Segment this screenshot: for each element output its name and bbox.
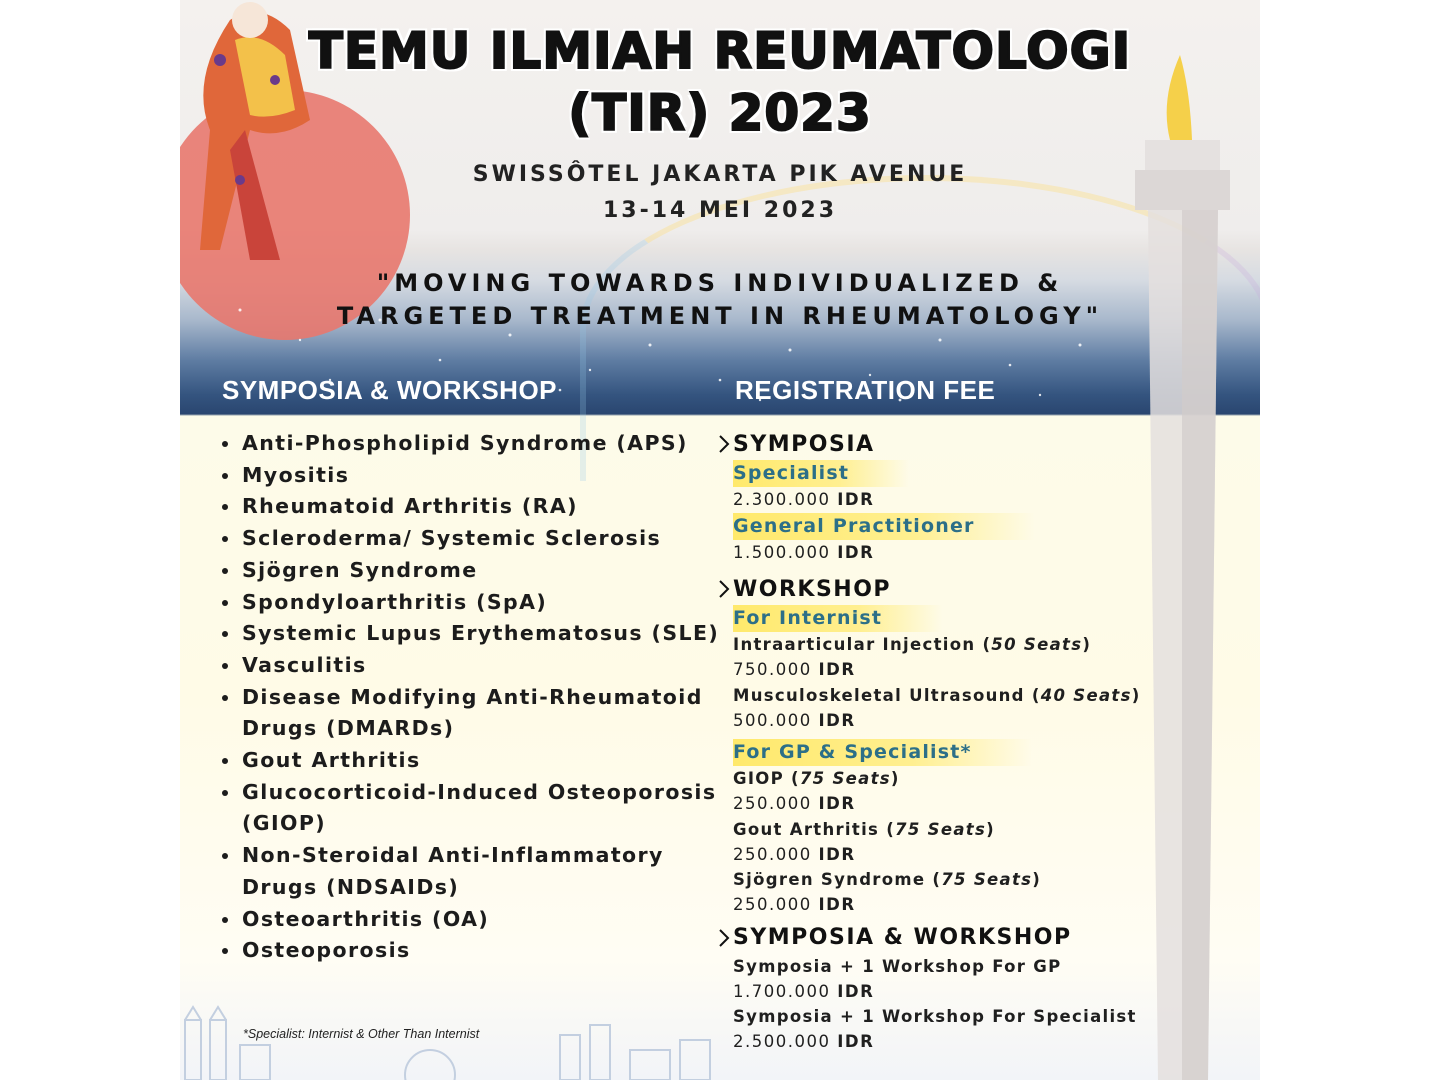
topic-item: Scleroderma/ Systemic Sclerosis <box>220 523 740 555</box>
currency-label: IDR <box>818 895 856 914</box>
event-title-line1: TEMU ILMIAH REUMATOLOGI <box>308 22 1132 80</box>
workshop-item: Sjögren Syndrome (75 Seats) <box>733 870 1042 889</box>
event-venue: SWISSÔTEL JAKARTA PIK AVENUE <box>472 162 968 187</box>
topic-item: Sjögren Syndrome <box>220 555 740 587</box>
event-date: 13-14 MEI 2023 <box>602 198 838 223</box>
fee-price: 1.500.000 IDR <box>733 542 875 562</box>
fee-sub-internist: For Internist <box>733 605 942 632</box>
tagline-line2: TARGETED TREATMENT IN RHEUMATOLOGY" <box>336 302 1104 330</box>
fee-price: 750.000 IDR <box>733 660 856 679</box>
fee-workshop <box>716 573 1236 918</box>
workshop-item: GIOP (75 Seats) <box>733 769 900 788</box>
fee-price: 250.000 IDR <box>733 794 856 813</box>
topic-item: Vasculitis <box>220 650 740 682</box>
workshop-item: Gout Arthritis (75 Seats) <box>733 819 995 839</box>
fee-sub-specialist: Specialist <box>733 460 909 487</box>
fee-combo <box>716 922 1236 1055</box>
currency-label: IDR <box>837 542 875 562</box>
topic-item: Rheumatoid Arthritis (RA) <box>220 491 740 523</box>
topic-item: Spondyloarthritis (SpA) <box>220 587 740 619</box>
fee-sub-gp-specialist: For GP & Specialist* <box>733 739 1032 766</box>
currency-label: IDR <box>837 981 875 1001</box>
registration-fee-panel <box>716 428 1236 1055</box>
fee-sub-gp: General Practitioner <box>733 513 1035 540</box>
fee-symposia <box>716 428 1236 565</box>
specialist-footnote: *Specialist: Internist & Other Than Internist <box>243 1027 480 1041</box>
chevron-right-icon <box>716 573 732 605</box>
topic-item: Non-Steroidal Anti-Inflammatory Drugs (NDSAIDs) <box>220 840 740 903</box>
fee-symposia-heading: SYMPOSIA <box>733 431 875 457</box>
topic-item: Systemic Lupus Erythematosus (SLE) <box>220 618 740 650</box>
topic-item: Anti-Phospholipid Syndrome (APS) <box>220 428 740 460</box>
topic-item: Osteoporosis <box>220 935 740 967</box>
city-skyline-illustration <box>180 1005 740 1080</box>
tagline-line1: "MOVING TOWARDS INDIVIDUALIZED & <box>376 269 1064 297</box>
fee-price: 250.000 IDR <box>733 895 856 914</box>
event-poster <box>180 0 1260 1080</box>
workshop-item: Intraarticular Injection (50 Seats) <box>733 635 1092 654</box>
topic-item: Glucocorticoid-Induced Osteoporosis (GIOP) <box>220 777 740 840</box>
currency-label: IDR <box>837 1032 875 1051</box>
currency-label: IDR <box>818 710 856 730</box>
fee-price: 1.700.000 IDR <box>733 981 875 1001</box>
chevron-right-icon <box>716 922 732 954</box>
fee-combo-heading: SYMPOSIA & WORKSHOP <box>733 925 1072 950</box>
currency-label: IDR <box>818 660 856 679</box>
fee-workshop-heading: WORKSHOP <box>733 576 892 602</box>
chevron-right-icon <box>716 428 732 460</box>
combo-item: Symposia + 1 Workshop For GP <box>733 956 1062 976</box>
topic-item: Osteoarthritis (OA) <box>220 904 740 936</box>
currency-label: IDR <box>818 844 856 864</box>
workshop-item: Musculoskeletal Ultrasound (40 Seats) <box>733 685 1141 705</box>
topic-list <box>220 428 740 967</box>
topic-item: Disease Modifying Anti-Rheumatoid Drugs (DMARDs) <box>220 682 740 745</box>
registration-fee-heading: REGISTRATION FEE <box>735 375 996 405</box>
fee-price: 500.000 IDR <box>733 710 856 730</box>
currency-label: IDR <box>837 490 875 509</box>
fee-price: 2.300.000 IDR <box>733 490 875 509</box>
currency-label: IDR <box>818 794 856 813</box>
topic-item: Gout Arthritis <box>220 745 740 777</box>
fee-price: 250.000 IDR <box>733 844 856 864</box>
event-title-line2: (TIR) 2023 <box>568 84 872 142</box>
symposia-workshop-heading: SYMPOSIA & WORKSHOP <box>222 375 558 405</box>
combo-item: Symposia + 1 Workshop For Specialist <box>733 1007 1137 1026</box>
fee-price: 2.500.000 IDR <box>733 1032 875 1051</box>
topic-item: Myositis <box>220 460 740 492</box>
